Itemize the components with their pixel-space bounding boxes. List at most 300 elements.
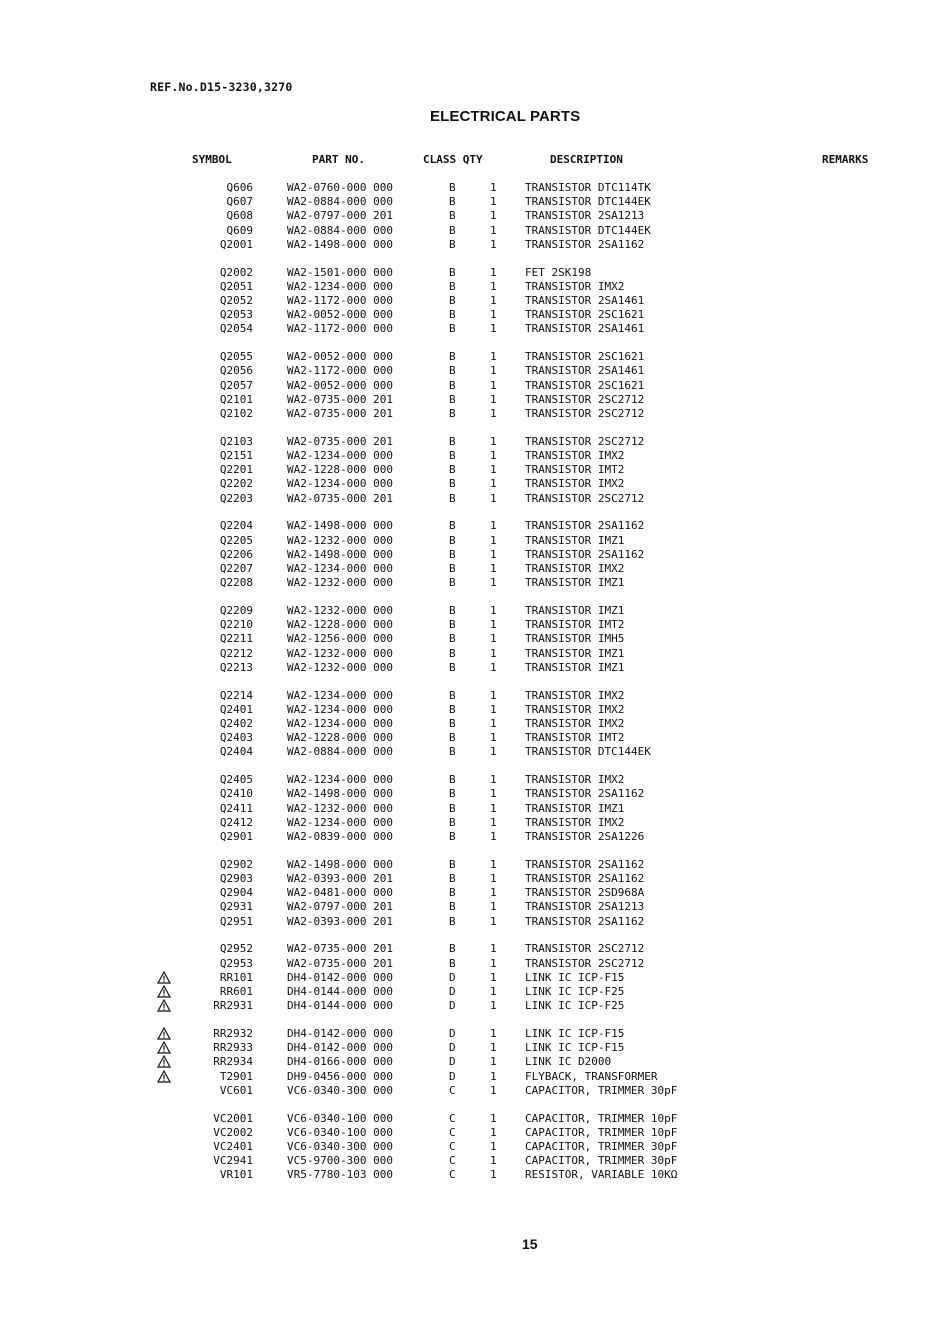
table-row [0,294,950,308]
quantity-cell: 1 [490,562,497,575]
class-cell: C [449,1154,456,1167]
class-cell: C [449,1126,456,1139]
quantity-cell: 1 [490,1112,497,1125]
table-row [0,308,950,322]
table-row [0,632,950,646]
table-row [0,773,950,787]
description-cell: TRANSISTOR 2SA1461 [525,294,645,307]
symbol-cell: Q2001 [219,238,253,251]
description-cell: TRANSISTOR IMZ1 [525,802,625,815]
quantity-cell: 1 [490,364,497,377]
table-row [0,1070,950,1084]
class-cell: C [449,1140,456,1153]
class-cell: B [449,548,456,561]
part-number-cell: WA2-1234-000 000 [287,816,393,829]
description-cell: TRANSISTOR 2SC2712 [525,407,645,420]
class-cell: B [449,745,456,758]
class-cell: B [449,209,456,222]
quantity-cell: 1 [490,604,497,617]
symbol-cell: Q606 [226,181,253,194]
symbol-cell: Q2051 [219,280,253,293]
quantity-cell: 1 [490,632,497,645]
part-number-cell: WA2-1172-000 000 [287,364,393,377]
symbol-cell: Q2410 [219,787,253,800]
header-remarks: REMARKS [822,153,869,166]
quantity-cell: 1 [490,308,497,321]
description-cell: TRANSISTOR DTC144EK [525,195,651,208]
table-row [0,562,950,576]
part-number-cell: WA2-0884-000 000 [287,195,393,208]
table-row [0,350,950,364]
class-cell: B [449,407,456,420]
part-number-cell: WA2-0797-000 201 [287,209,393,222]
part-number-cell: WA2-1172-000 000 [287,294,393,307]
class-cell: B [449,449,456,462]
symbol-cell: Q2201 [219,463,253,476]
part-number-cell: DH4-0166-000 000 [287,1055,393,1068]
class-cell: D [449,1027,456,1040]
part-number-cell: DH4-0142-000 000 [287,971,393,984]
description-cell: TRANSISTOR IMZ1 [525,604,625,617]
class-cell: B [449,900,456,913]
class-cell: B [449,618,456,631]
quantity-cell: 1 [490,999,497,1012]
class-cell: B [449,294,456,307]
quantity-cell: 1 [490,195,497,208]
table-row [0,915,950,929]
symbol-cell: Q2402 [219,717,253,730]
quantity-cell: 1 [490,830,497,843]
table-row [0,195,950,209]
symbol-cell: Q2210 [219,618,253,631]
part-number-cell: VC6-0340-300 000 [287,1140,393,1153]
table-row [0,449,950,463]
class-cell: B [449,477,456,490]
table-row [0,393,950,407]
symbol-cell: Q2411 [219,802,253,815]
symbol-cell: Q2056 [219,364,253,377]
table-row [0,379,950,393]
table-row [0,407,950,421]
class-cell: B [449,435,456,448]
description-cell: TRANSISTOR 2SA1162 [525,872,645,885]
table-row [0,802,950,816]
description-cell: CAPACITOR, TRIMMER 30pF [525,1140,678,1153]
class-cell: B [449,562,456,575]
description-cell: TRANSISTOR 2SA1226 [525,830,645,843]
symbol-cell: Q2404 [219,745,253,758]
table-row [0,830,950,844]
quantity-cell: 1 [490,1084,497,1097]
part-number-cell: WA2-1501-000 000 [287,266,393,279]
symbol-cell: Q2901 [219,830,253,843]
table-row [0,604,950,618]
table-row [0,224,950,238]
description-cell: FET 2SK198 [525,266,592,279]
description-cell: TRANSISTOR IMZ1 [525,534,625,547]
part-number-cell: WA2-0735-000 201 [287,942,393,955]
table-row [0,971,950,985]
description-cell: TRANSISTOR 2SA1162 [525,238,645,251]
quantity-cell: 1 [490,1154,497,1167]
description-cell: TRANSISTOR 2SC2712 [525,492,645,505]
class-cell: B [449,322,456,335]
table-row [0,1027,950,1041]
symbol-cell: Q2952 [219,942,253,955]
quantity-cell: 1 [490,900,497,913]
symbol-cell: Q2902 [219,858,253,871]
symbol-cell: Q2102 [219,407,253,420]
description-cell: TRANSISTOR IMX2 [525,703,625,716]
class-cell: B [449,280,456,293]
class-cell: B [449,519,456,532]
quantity-cell: 1 [490,534,497,547]
quantity-cell: 1 [490,985,497,998]
part-number-cell: VC6-0340-300 000 [287,1084,393,1097]
part-number-cell: WA2-1232-000 000 [287,647,393,660]
table-row [0,957,950,971]
description-cell: TRANSISTOR 2SA1213 [525,900,645,913]
symbol-cell: VC2001 [213,1112,253,1125]
part-number-cell: WA2-0052-000 000 [287,379,393,392]
description-cell: TRANSISTOR 2SA1162 [525,519,645,532]
description-cell: TRANSISTOR 2SD968A [525,886,645,899]
table-row [0,477,950,491]
class-cell: B [449,886,456,899]
description-cell: TRANSISTOR 2SA1162 [525,915,645,928]
part-number-cell: WA2-0052-000 000 [287,350,393,363]
part-number-cell: DH4-0144-000 000 [287,985,393,998]
symbol-cell: RR2934 [213,1055,253,1068]
quantity-cell: 1 [490,393,497,406]
quantity-cell: 1 [490,407,497,420]
quantity-cell: 1 [490,449,497,462]
class-cell: D [449,1055,456,1068]
description-cell: TRANSISTOR 2SC1621 [525,350,645,363]
table-row [0,1055,950,1069]
safety-warning-icon [157,985,171,999]
description-cell: LINK IC ICP-F15 [525,1041,625,1054]
part-number-cell: WA2-0797-000 201 [287,900,393,913]
part-number-cell: WA2-1498-000 000 [287,858,393,871]
symbol-cell: VC2002 [213,1126,253,1139]
quantity-cell: 1 [490,280,497,293]
description-cell: TRANSISTOR DTC114TK [525,181,651,194]
table-row [0,1084,950,1098]
table-row [0,816,950,830]
description-cell: LINK IC D2000 [525,1055,612,1068]
part-number-cell: WA2-1228-000 000 [287,463,393,476]
symbol-cell: Q2412 [219,816,253,829]
class-cell: C [449,1084,456,1097]
table-row [0,647,950,661]
part-number-cell: DH9-0456-000 000 [287,1070,393,1083]
table-row [0,900,950,914]
quantity-cell: 1 [490,181,497,194]
symbol-cell: Q2204 [219,519,253,532]
symbol-cell: Q2214 [219,689,253,702]
class-cell: B [449,858,456,871]
part-number-cell: WA2-1234-000 000 [287,703,393,716]
part-number-cell: WA2-1228-000 000 [287,731,393,744]
safety-warning-icon [157,1055,171,1069]
class-cell: B [449,830,456,843]
part-number-cell: WA2-1234-000 000 [287,477,393,490]
description-cell: TRANSISTOR 2SC2712 [525,393,645,406]
quantity-cell: 1 [490,548,497,561]
part-number-cell: WA2-1498-000 000 [287,519,393,532]
description-cell: TRANSISTOR IMX2 [525,449,625,462]
class-cell: D [449,985,456,998]
table-row [0,985,950,999]
symbol-cell: Q2202 [219,477,253,490]
quantity-cell: 1 [490,1168,497,1181]
symbol-cell: Q2931 [219,900,253,913]
part-number-cell: WA2-0884-000 000 [287,745,393,758]
symbol-cell: Q2203 [219,492,253,505]
quantity-cell: 1 [490,238,497,251]
quantity-cell: 1 [490,647,497,660]
symbol-cell: RR101 [219,971,253,984]
part-number-cell: WA2-1234-000 000 [287,280,393,293]
symbol-cell: Q2953 [219,957,253,970]
quantity-cell: 1 [490,1055,497,1068]
description-cell: TRANSISTOR IMX2 [525,562,625,575]
part-number-cell: WA2-0760-000 000 [287,181,393,194]
class-cell: B [449,492,456,505]
description-cell: TRANSISTOR IMZ1 [525,661,625,674]
description-cell: FLYBACK, TRANSFORMER [525,1070,658,1083]
part-number-cell: WA2-1232-000 000 [287,534,393,547]
description-cell: LINK IC ICP-F15 [525,1027,625,1040]
symbol-cell: Q2052 [219,294,253,307]
quantity-cell: 1 [490,209,497,222]
description-cell: CAPACITOR, TRIMMER 10pF [525,1112,678,1125]
part-number-cell: VC5-9700-300 000 [287,1154,393,1167]
part-number-cell: WA2-1234-000 000 [287,717,393,730]
quantity-cell: 1 [490,1027,497,1040]
quantity-cell: 1 [490,477,497,490]
table-row [0,534,950,548]
description-cell: TRANSISTOR IMX2 [525,816,625,829]
symbol-cell: RR601 [219,985,253,998]
part-number-cell: DH4-0142-000 000 [287,1041,393,1054]
symbol-cell: Q2101 [219,393,253,406]
table-row [0,689,950,703]
description-cell: LINK IC ICP-F25 [525,985,625,998]
table-row [0,661,950,675]
quantity-cell: 1 [490,689,497,702]
safety-warning-icon [157,1027,171,1041]
description-cell: TRANSISTOR IMZ1 [525,576,625,589]
symbol-cell: Q2053 [219,308,253,321]
table-row [0,787,950,801]
quantity-cell: 1 [490,745,497,758]
symbol-cell: VR101 [219,1168,253,1181]
class-cell: B [449,576,456,589]
description-cell: CAPACITOR, TRIMMER 10pF [525,1126,678,1139]
symbol-cell: Q2207 [219,562,253,575]
quantity-cell: 1 [490,350,497,363]
table-row [0,1140,950,1154]
table-row [0,872,950,886]
header-class-qty: CLASS QTY [423,153,483,166]
description-cell: TRANSISTOR IMX2 [525,717,625,730]
class-cell: B [449,717,456,730]
part-number-cell: WA2-0735-000 201 [287,492,393,505]
class-cell: D [449,1070,456,1083]
part-number-cell: WA2-0052-000 000 [287,308,393,321]
description-cell: TRANSISTOR IMZ1 [525,647,625,660]
class-cell: B [449,942,456,955]
table-row [0,435,950,449]
description-cell: TRANSISTOR DTC144EK [525,224,651,237]
quantity-cell: 1 [490,379,497,392]
table-row [0,463,950,477]
class-cell: B [449,266,456,279]
quantity-cell: 1 [490,703,497,716]
quantity-cell: 1 [490,816,497,829]
description-cell: TRANSISTOR 2SA1461 [525,364,645,377]
description-cell: TRANSISTOR IMX2 [525,773,625,786]
table-row [0,548,950,562]
safety-warning-icon [157,971,171,985]
part-number-cell: WA2-0735-000 201 [287,435,393,448]
class-cell: D [449,999,456,1012]
quantity-cell: 1 [490,618,497,631]
symbol-cell: Q2002 [219,266,253,279]
class-cell: B [449,816,456,829]
table-row [0,745,950,759]
description-cell: CAPACITOR, TRIMMER 30pF [525,1084,678,1097]
quantity-cell: 1 [490,519,497,532]
description-cell: TRANSISTOR 2SA1162 [525,787,645,800]
quantity-cell: 1 [490,1140,497,1153]
symbol-cell: Q2951 [219,915,253,928]
table-row [0,1126,950,1140]
class-cell: B [449,731,456,744]
table-row [0,266,950,280]
part-number-cell: WA2-0735-000 201 [287,957,393,970]
table-row [0,492,950,506]
part-number-cell: WA2-1498-000 000 [287,548,393,561]
part-number-cell: VC6-0340-100 000 [287,1112,393,1125]
description-cell: TRANSISTOR 2SC1621 [525,379,645,392]
symbol-cell: Q2401 [219,703,253,716]
description-cell: TRANSISTOR 2SA1162 [525,548,645,561]
quantity-cell: 1 [490,717,497,730]
table-row [0,942,950,956]
symbol-cell: Q2212 [219,647,253,660]
table-row [0,238,950,252]
table-row [0,1112,950,1126]
page-number: 15 [522,1236,538,1252]
symbol-cell: Q2208 [219,576,253,589]
class-cell: B [449,604,456,617]
quantity-cell: 1 [490,942,497,955]
class-cell: B [449,238,456,251]
class-cell: B [449,915,456,928]
description-cell: RESISTOR, VARIABLE 10KΩ [525,1168,678,1181]
symbol-cell: Q2103 [219,435,253,448]
description-cell: TRANSISTOR IMH5 [525,632,625,645]
symbol-cell: VC601 [219,1084,253,1097]
symbol-cell: Q2904 [219,886,253,899]
symbol-cell: RR2932 [213,1027,253,1040]
safety-warning-icon [157,999,171,1013]
table-row [0,1168,950,1182]
part-number-cell: WA2-0884-000 000 [287,224,393,237]
description-cell: TRANSISTOR 2SA1162 [525,858,645,871]
quantity-cell: 1 [490,915,497,928]
table-row [0,886,950,900]
part-number-cell: WA2-1232-000 000 [287,802,393,815]
part-number-cell: WA2-0393-000 201 [287,872,393,885]
table-row [0,280,950,294]
symbol-cell: Q2055 [219,350,253,363]
table-row [0,999,950,1013]
part-number-cell: WA2-0735-000 201 [287,393,393,406]
class-cell: B [449,393,456,406]
quantity-cell: 1 [490,1070,497,1083]
quantity-cell: 1 [490,492,497,505]
part-number-cell: WA2-1256-000 000 [287,632,393,645]
part-number-cell: DH4-0142-000 000 [287,1027,393,1040]
table-row [0,322,950,336]
class-cell: B [449,463,456,476]
part-number-cell: WA2-1232-000 000 [287,661,393,674]
table-row [0,731,950,745]
symbol-cell: Q2206 [219,548,253,561]
quantity-cell: 1 [490,294,497,307]
symbol-cell: Q2057 [219,379,253,392]
class-cell: B [449,661,456,674]
description-cell: TRANSISTOR 2SA1461 [525,322,645,335]
quantity-cell: 1 [490,957,497,970]
class-cell: B [449,787,456,800]
table-row [0,181,950,195]
table-row [0,364,950,378]
symbol-cell: VC2941 [213,1154,253,1167]
part-number-cell: WA2-0735-000 201 [287,407,393,420]
part-number-cell: WA2-1234-000 000 [287,562,393,575]
description-cell: TRANSISTOR 2SC2712 [525,957,645,970]
class-cell: B [449,379,456,392]
quantity-cell: 1 [490,858,497,871]
header-symbol: SYMBOL [192,153,232,166]
class-cell: C [449,1112,456,1125]
quantity-cell: 1 [490,1041,497,1054]
symbol-cell: Q609 [226,224,253,237]
quantity-cell: 1 [490,266,497,279]
class-cell: D [449,971,456,984]
description-cell: TRANSISTOR IMX2 [525,280,625,293]
symbol-cell: Q2213 [219,661,253,674]
symbol-cell: Q2054 [219,322,253,335]
quantity-cell: 1 [490,731,497,744]
class-cell: B [449,647,456,660]
quantity-cell: 1 [490,1126,497,1139]
symbol-cell: RR2931 [213,999,253,1012]
class-cell: B [449,773,456,786]
table-row [0,519,950,533]
symbol-cell: Q2405 [219,773,253,786]
description-cell: TRANSISTOR IMX2 [525,689,625,702]
class-cell: B [449,224,456,237]
table-row [0,858,950,872]
symbol-cell: VC2401 [213,1140,253,1153]
class-cell: B [449,957,456,970]
